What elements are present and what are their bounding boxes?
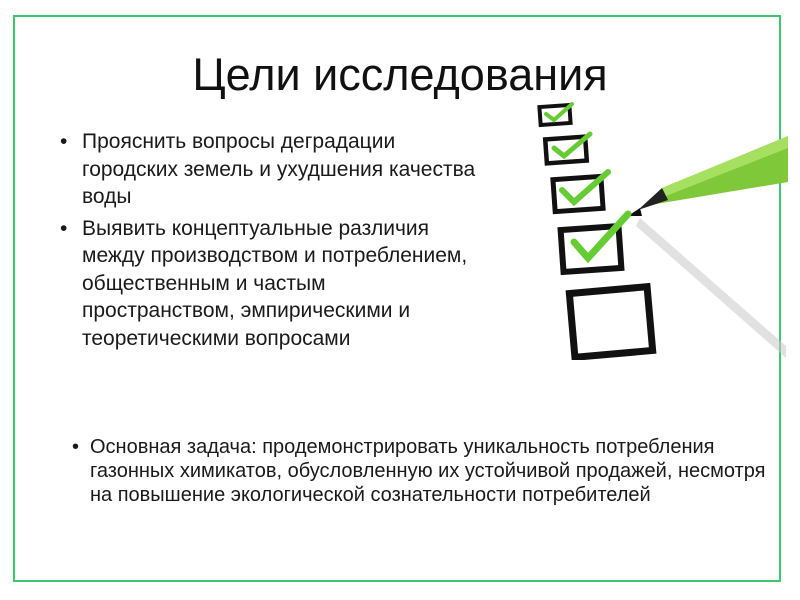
slide-title: Цели исследования	[192, 49, 608, 100]
checkbox-icon	[539, 104, 572, 125]
bullet-text: Прояснить вопросы деградации городских земель и ухудшения качества воды	[82, 130, 476, 208]
checkbox-icon	[569, 287, 652, 358]
checkbox-icon	[553, 172, 608, 212]
checklist-illustration	[528, 96, 788, 360]
pen-shadow	[636, 218, 786, 358]
bullet-marker: •	[60, 130, 68, 153]
checkbox-icon	[561, 214, 628, 272]
main-task-text: Основная задача: продемонстрировать уникальность потребления газонных химикатов, обусловленную их устойчивой продажей, несмотря на повышение экологической сознательности потребителей	[90, 436, 766, 506]
bullet-marker: •	[72, 436, 80, 458]
green-pen-icon	[628, 136, 788, 216]
main-task	[72, 435, 772, 507]
list-item	[60, 215, 480, 353]
checkbox-icon	[545, 134, 590, 163]
objectives-list	[60, 128, 480, 356]
bullet-text: Выявить концептуальные различия между производством и потреблением, общественным и частым пространством, эмпирическими и теоретическими вопросами	[82, 216, 468, 350]
bullet-marker: •	[60, 216, 68, 240]
list-item	[60, 128, 480, 211]
